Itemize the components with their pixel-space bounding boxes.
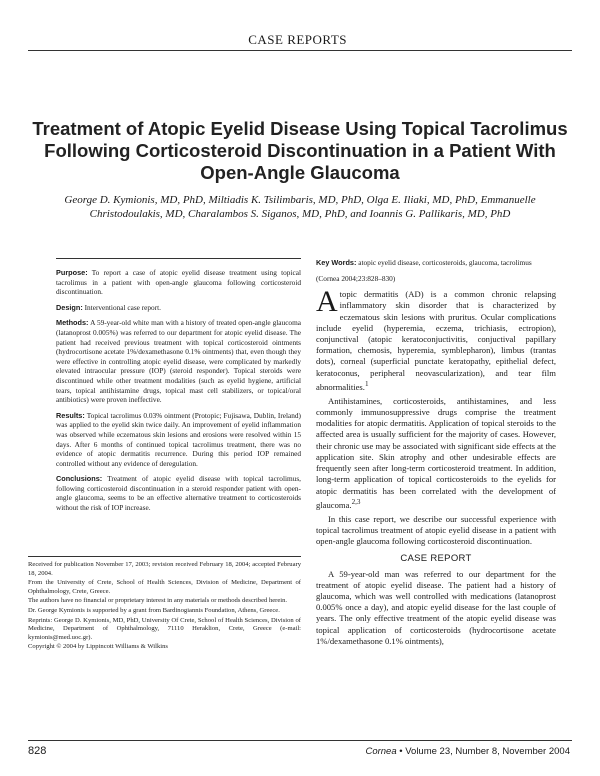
abstract-methods — [56, 318, 301, 404]
author-list: George D. Kymionis, MD, PhD, Miltiadis K. Tsilimbaris, MD, PhD, Olga E. Iliaki, MD, PhD, Emmanuelle Christodoulakis, MD, Charalambos S. Siganos, MD, PhD, and Ioannis G. Pallikaris, MD, PhD — [64, 194, 536, 220]
abstract-conclusions — [56, 474, 301, 512]
citation: (Cornea 2004;23:828–830) — [316, 273, 396, 283]
article-title: Treatment of Atopic Eyelid Disease Using Topical Tacrolimus Following Corticosteroid Discontinuation in a Patient With Open-Angle Glaucoma — [32, 118, 568, 183]
page-number: 828 — [28, 745, 47, 757]
abstract-continuation — [316, 258, 556, 268]
journal-issue: • Volume 23, Number 8, November 2004 — [396, 746, 570, 757]
intro-paragraph-1 — [316, 285, 556, 393]
section-label: CASE REPORTS — [248, 32, 347, 47]
intro-paragraph-3: In this case report, we describe our successful experience with topical tacrolimus treatment of atopic eyelid disease in a patient with open-angle glaucoma following corticosteroid discontinuation. — [316, 513, 556, 547]
footnote-disclosure: The authors have no financial or proprietary interest in any materials or methods described herein. — [28, 597, 288, 605]
footnote-reprints: Reprints: George D. Kymionis, MD, PhD, University Of Crete, School of Health Sciences, Division of Medicine, Department of Ophthalmology, 71110 Heraklion, Crete, Greece (e-mail: kymionis@med.uoc.gr). — [28, 616, 301, 641]
footnote-received: Received for publication November 17, 2003; revision received February 18, 2004; accepted February 18, 2004. — [28, 561, 301, 577]
conclusions-text: Treatment of atopic eyelid disease with topical tacrolimus, following corticosteroid discontinuation in a steroid responder patient with open-angle glaucoma, seems to be an effective alternative treatment to corticosteroids without the risk of IOP increase. — [56, 474, 301, 513]
footnote-affiliation: From the University of Crete, School of Health Sciences, Division of Medicine, Department of Ophthalmology, Crete, Greece. — [28, 579, 301, 595]
section-heading: CASE REPORT — [400, 553, 472, 565]
abstract-purpose — [56, 268, 301, 297]
keywords-label: Key Words: — [316, 258, 357, 267]
results-text: Topical tacrolimus 0.03% ointment (Protopic; Fujisawa, Dublin, Ireland) was applied to the eyelid skin twice daily. An improvement of eyelid inflammation was observed while eczematous skin lesions and erosions were resolved within 15 days. After 6 months of continued topical tacrolimus treatment, there was no evidence of atopic dermatitis recurrence. During this period IOP remained controlled without any evidence of deregulation. — [56, 410, 301, 468]
intro-p1-text: topic dermatitis (AD) is a common chronic relapsing inflammatory skin disorder that is characterized by eczematous skin lesions with pruritus. Ocular complications include eyelid (hyperemia, eczema, trichiasis, ectropion), conjunctival (atopic keratoconjuctivitis, conjuctival papillary formation, chemosis, hyperemia, symblepharon), limbus (trantas dots), corneal (superficial punctate keratopathy, epithelial defect, keratoconus, peripheral neovascularization), and tear film abnormalities. — [316, 289, 556, 392]
header-divider — [28, 50, 572, 51]
abstract-left-column — [56, 268, 301, 519]
results-label: Results: — [56, 410, 85, 420]
drop-cap: A — [316, 285, 338, 319]
intro-paragraph-2 — [316, 396, 556, 511]
design-label: Design: — [56, 302, 83, 312]
purpose-text: To report a case of atopic eyelid disease treatment using topical tacrolimus in a patient with open-angle glaucoma following corticosteroid discontinuation. — [56, 268, 301, 297]
footnote-copyright: Copyright © 2004 by Lippincott Williams & Wilkins — [28, 643, 168, 651]
journal-info — [365, 746, 570, 757]
abstract-results — [56, 411, 301, 469]
methods-label: Methods: — [56, 318, 89, 328]
methods-text: A 59-year-old white man with a history of treated open-angle glaucoma (latanoprost 0.005%) was referred to our department for atopic eyelid disease. The patient had received previous treatment with topical corticosteroid ointments (hydrocortisone acetate 1%/dexamethasone 0.1% ointments) that, even though they were effective in controlling atopic eyelid disease, were complicated by markedly elevated intraocular pressure (IOP) (steroid responder). Topical steroids were discontinued while other treatment modalities (such as eyelid hygiene, artificial tears, topical antihistamine drugs, topical mast cell stabilizers, or topical/oral antibiotics) were proven ineffective. — [56, 318, 301, 405]
footnote-grant: Dr. George Kymionis is supported by a grant from Bardinogiannis Foundation, Athens, Greece. — [28, 606, 280, 614]
citation-ref: 2,3 — [351, 497, 361, 506]
conclusions-label: Conclusions: — [56, 474, 103, 484]
design-text: Interventional case report. — [84, 302, 161, 312]
case-paragraph-1: A 59-year-old man was referred to our department for the treatment of atopic eyelid disease. The patient had a history of glaucoma, which was well controlled with medications (latanoprost 0.005% once a day), and atopic eyelid disease for the last couple of years. The only effective treatment of the atopic eyelid disease was topical application of corticosteroids (hydrocortisone acetate 1%/dexamethasone 0.1% ointments), — [316, 568, 556, 646]
keywords-text: atopic eyelid disease, corticosteroids, glaucoma, tacrolimus — [358, 258, 532, 267]
abstract-design — [56, 303, 301, 313]
intro-p2-text: Antihistamines, corticosteroids, antihistamines, and less commonly immunosuppressive drugs comprise the treatment modalities for atopic dermatitis. Application of topical steroids to the affected area is usually sufficient for the majority of cases. However, their chronic use may be associated with significant side effects at the application site. Skin atrophy and other undesirable effects are frequently seen after long-term corticosteroid treatment. In addition, long-term application of topical corticosteroids to the eyelids for atopic dermatitis has been correlated with the development of glaucoma. — [316, 395, 556, 510]
footer-divider — [28, 740, 572, 741]
journal-name: Cornea — [365, 746, 397, 757]
footnote-divider — [28, 556, 301, 557]
abstract-divider — [56, 258, 301, 259]
footnotes — [28, 561, 301, 653]
purpose-label: Purpose: — [56, 268, 88, 277]
article-body — [316, 285, 556, 647]
citation-ref: 1 — [364, 379, 369, 388]
right-column — [316, 258, 556, 650]
